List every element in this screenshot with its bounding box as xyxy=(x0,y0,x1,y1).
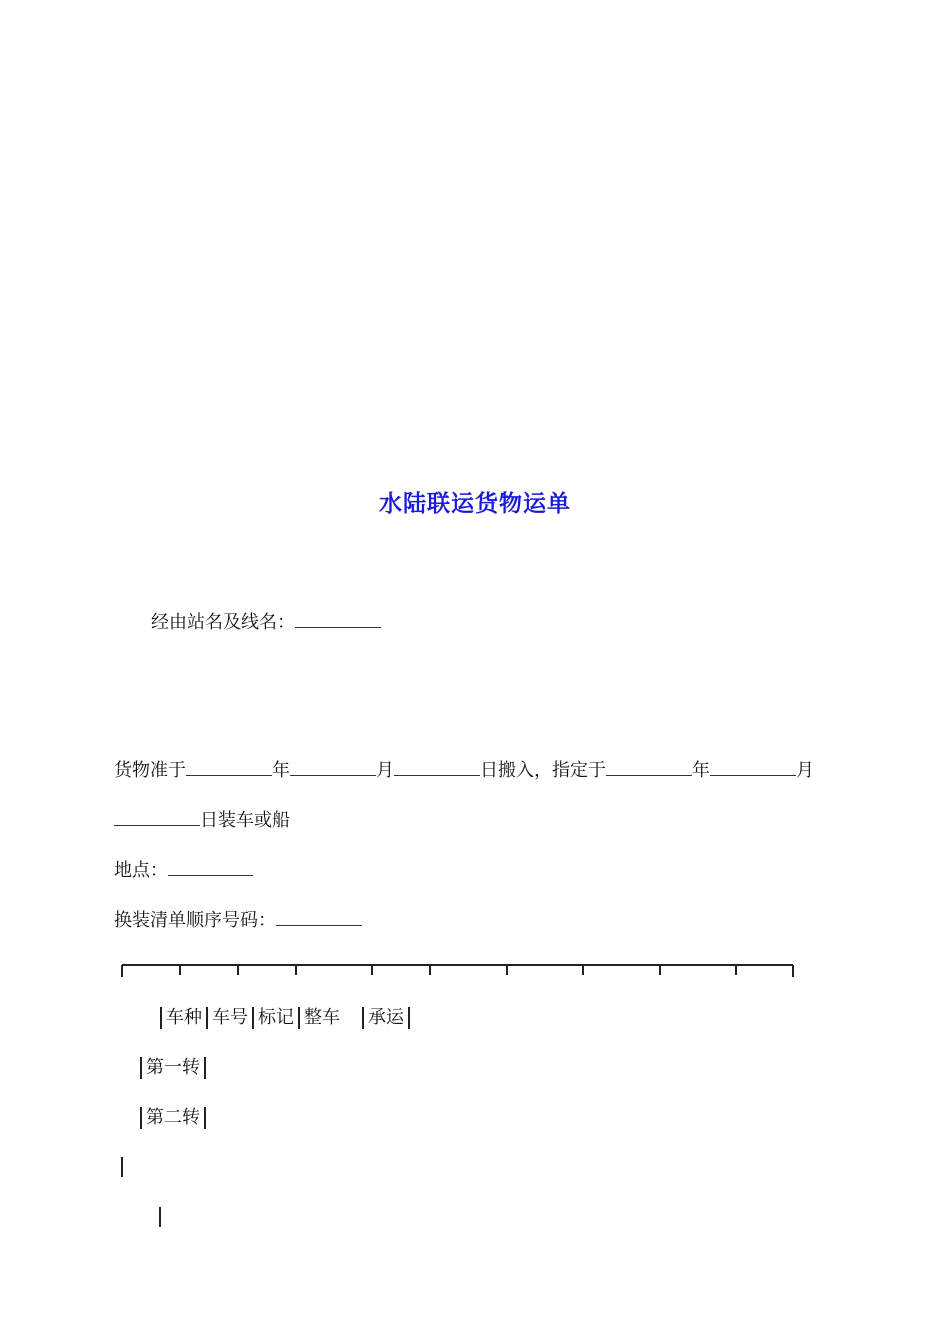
cargo-year-text-1: 年 xyxy=(272,760,290,781)
table-header-carrier: 承运 xyxy=(368,1007,404,1028)
location-blank[interactable] xyxy=(168,857,253,876)
table-row-second-transfer xyxy=(136,1105,210,1131)
table-top-border xyxy=(121,963,794,977)
sequence-blank[interactable] xyxy=(276,907,362,926)
cargo-year-blank-2[interactable] xyxy=(606,757,692,776)
table-header-car-type: 车种 xyxy=(166,1007,202,1028)
cargo-month-text-1: 月 xyxy=(376,760,394,781)
table-divider xyxy=(298,1007,300,1029)
load-line xyxy=(114,807,290,834)
route-line xyxy=(151,609,381,636)
cargo-intro-text: 货物准于 xyxy=(114,760,186,781)
table-divider xyxy=(362,1007,364,1029)
cargo-month-blank-1[interactable] xyxy=(290,757,376,776)
table-row-label: 第一转 xyxy=(146,1057,200,1078)
table-header-car-number: 车号 xyxy=(212,1007,248,1028)
sequence-line xyxy=(114,907,362,934)
route-blank[interactable] xyxy=(295,609,381,628)
table-divider xyxy=(140,1057,142,1079)
table-divider xyxy=(204,1107,206,1129)
table-divider xyxy=(408,1007,410,1029)
cargo-day-text-1: 日搬入，指定于 xyxy=(480,760,606,781)
load-day-blank[interactable] xyxy=(114,807,200,826)
document-title: 水陆联运货物运单 xyxy=(379,490,571,517)
table-header-mark: 标记 xyxy=(258,1007,294,1028)
table-divider xyxy=(160,1007,162,1029)
cargo-date-line xyxy=(114,757,814,784)
table-divider xyxy=(204,1057,206,1079)
sequence-label: 换装清单顺序号码： xyxy=(114,910,276,931)
cargo-month-text-2: 月 xyxy=(796,760,814,781)
table-divider xyxy=(140,1107,142,1129)
location-line xyxy=(114,857,253,884)
table-divider xyxy=(252,1007,254,1029)
table-row-first-transfer xyxy=(136,1055,210,1081)
table-header-row xyxy=(156,1005,414,1031)
location-label: 地点： xyxy=(114,860,168,881)
load-text: 日装车或船 xyxy=(200,810,290,831)
table-divider xyxy=(159,1207,161,1227)
cargo-year-blank-1[interactable] xyxy=(186,757,272,776)
cargo-day-blank-1[interactable] xyxy=(394,757,480,776)
table-divider xyxy=(121,1157,123,1177)
cargo-year-text-2: 年 xyxy=(692,760,710,781)
route-label: 经由站名及线名： xyxy=(151,612,295,633)
table-divider xyxy=(206,1007,208,1029)
table-row-label: 第二转 xyxy=(146,1107,200,1128)
cargo-month-blank-2[interactable] xyxy=(710,757,796,776)
table-header-full-car: 整车 xyxy=(304,1007,340,1028)
